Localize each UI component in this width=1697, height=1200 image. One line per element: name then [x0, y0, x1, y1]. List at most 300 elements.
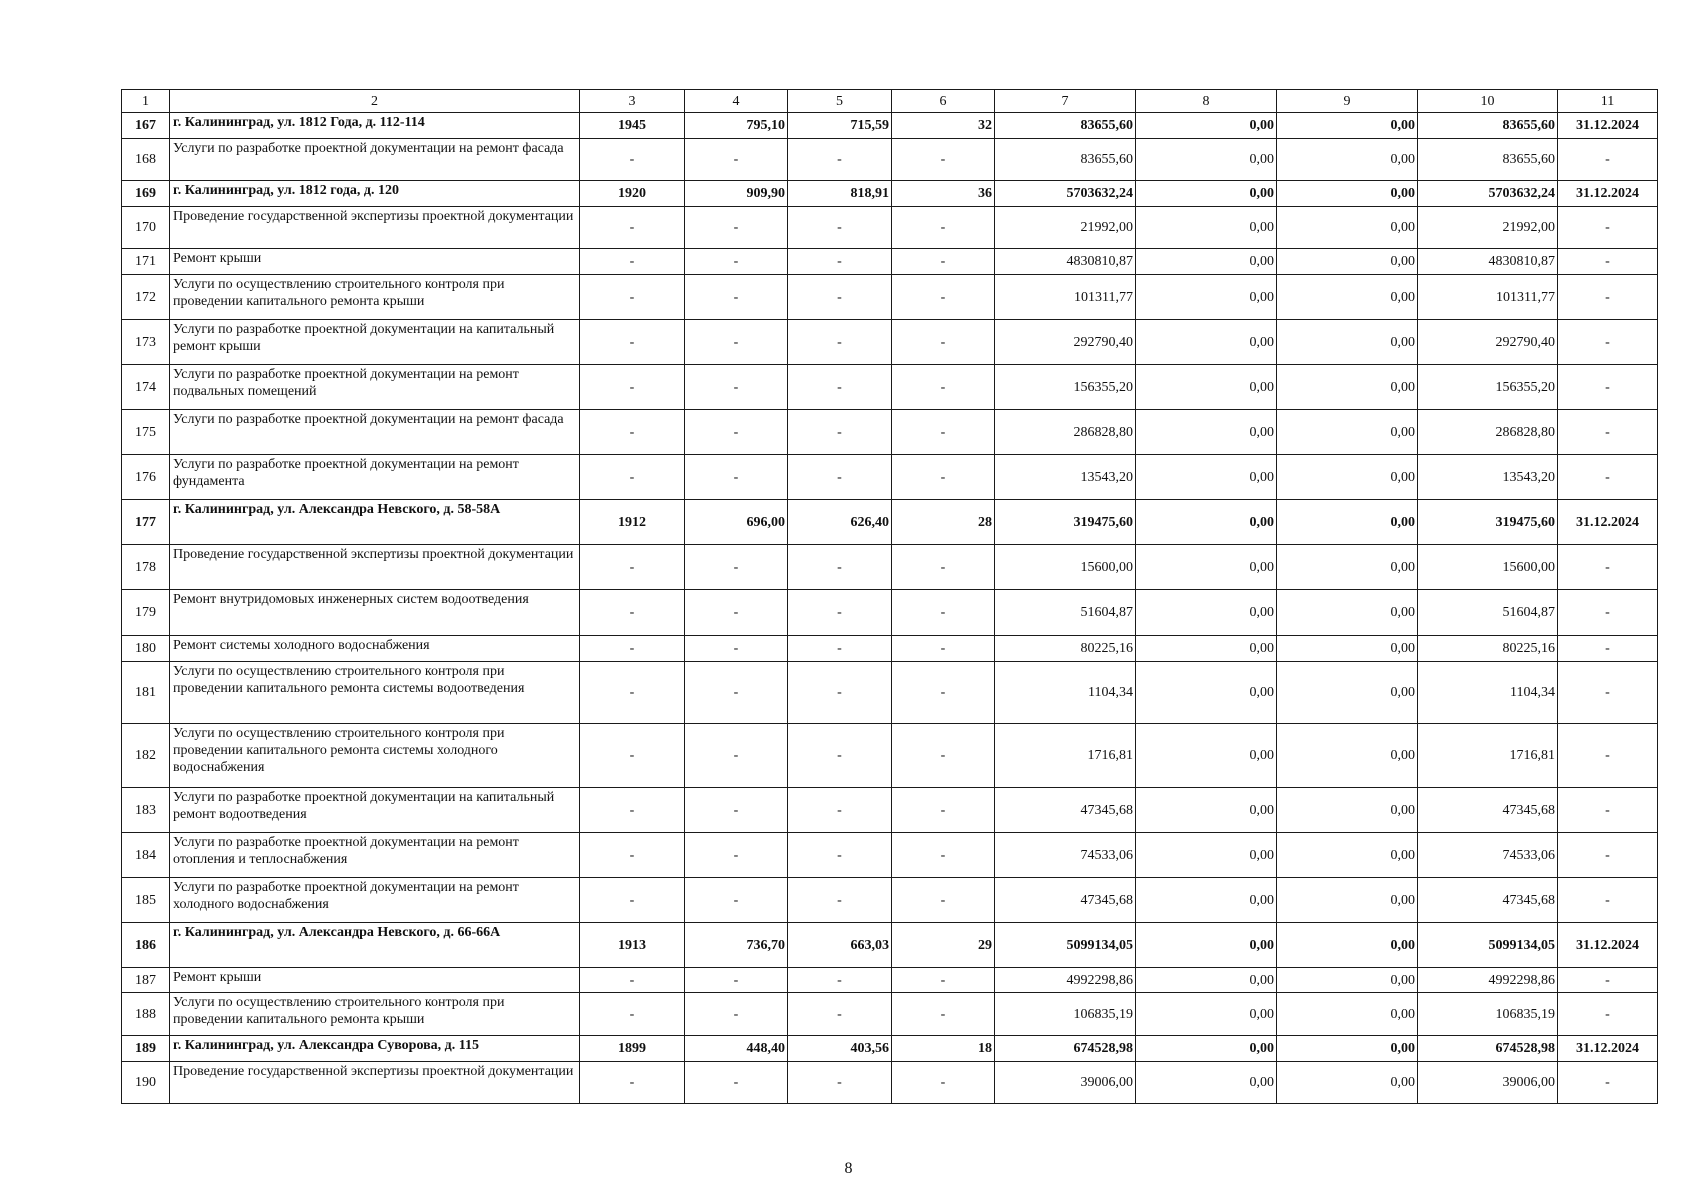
cell-col11: - — [1558, 207, 1658, 249]
cell-col10: 47345,68 — [1418, 878, 1558, 923]
work-row — [122, 636, 1658, 662]
cell-col5: - — [788, 207, 892, 249]
cell-col6: - — [892, 249, 995, 275]
cell-col8: 0,00 — [1136, 365, 1277, 410]
cell-col8: 0,00 — [1136, 923, 1277, 968]
cell-col6: - — [892, 788, 995, 833]
object-or-work-name: г. Калининград, ул. Александра Суворова, д. 115 — [170, 1036, 580, 1062]
cell-col9: 0,00 — [1277, 113, 1418, 139]
object-or-work-name: Услуги по разработке проектной документации на капитальный ремонт водоотведения — [170, 788, 580, 833]
cell-col3: - — [580, 320, 685, 365]
cell-col3: - — [580, 207, 685, 249]
cell-col5: - — [788, 788, 892, 833]
address-row — [122, 113, 1658, 139]
cell-col10: 5099134,05 — [1418, 923, 1558, 968]
row-number: 188 — [122, 993, 170, 1036]
cell-col7: 106835,19 — [995, 993, 1136, 1036]
cell-col10: 1104,34 — [1418, 662, 1558, 724]
column-number-7: 7 — [995, 90, 1136, 113]
cell-col6: - — [892, 993, 995, 1036]
object-or-work-name: Ремонт внутридомовых инженерных систем водоотведения — [170, 590, 580, 636]
cell-col9: 0,00 — [1277, 139, 1418, 181]
cell-col4: - — [685, 662, 788, 724]
cell-col11: 31.12.2024 — [1558, 1036, 1658, 1062]
column-number-2: 2 — [170, 90, 580, 113]
cell-col4: - — [685, 788, 788, 833]
row-number: 169 — [122, 181, 170, 207]
cell-col3: 1899 — [580, 1036, 685, 1062]
cell-col11: 31.12.2024 — [1558, 500, 1658, 545]
cell-col10: 47345,68 — [1418, 788, 1558, 833]
cell-col11: - — [1558, 878, 1658, 923]
cell-col8: 0,00 — [1136, 320, 1277, 365]
row-number: 178 — [122, 545, 170, 590]
work-row — [122, 1062, 1658, 1104]
work-row — [122, 662, 1658, 724]
cell-col6: 29 — [892, 923, 995, 968]
cell-col10: 51604,87 — [1418, 590, 1558, 636]
works-register-table — [121, 89, 1658, 1104]
object-or-work-name: Ремонт системы холодного водоснабжения — [170, 636, 580, 662]
cell-col8: 0,00 — [1136, 275, 1277, 320]
cell-col9: 0,00 — [1277, 249, 1418, 275]
cell-col8: 0,00 — [1136, 500, 1277, 545]
cell-col9: 0,00 — [1277, 636, 1418, 662]
cell-col5: - — [788, 455, 892, 500]
cell-col8: 0,00 — [1136, 636, 1277, 662]
cell-col4: - — [685, 545, 788, 590]
cell-col6: 18 — [892, 1036, 995, 1062]
row-number: 175 — [122, 410, 170, 455]
cell-col9: 0,00 — [1277, 545, 1418, 590]
cell-col10: 674528,98 — [1418, 1036, 1558, 1062]
column-number-header-row — [122, 90, 1658, 113]
cell-col5: - — [788, 1062, 892, 1104]
cell-col7: 286828,80 — [995, 410, 1136, 455]
cell-col3: - — [580, 788, 685, 833]
object-or-work-name: г. Калининград, ул. Александра Невского, д. 66-66А — [170, 923, 580, 968]
object-or-work-name: Услуги по разработке проектной документации на ремонт подвальных помещений — [170, 365, 580, 410]
cell-col4: - — [685, 878, 788, 923]
cell-col8: 0,00 — [1136, 410, 1277, 455]
cell-col5: - — [788, 275, 892, 320]
work-row — [122, 320, 1658, 365]
cell-col11: - — [1558, 455, 1658, 500]
cell-col11: - — [1558, 139, 1658, 181]
cell-col3: 1913 — [580, 923, 685, 968]
row-number: 172 — [122, 275, 170, 320]
cell-col6: - — [892, 724, 995, 788]
cell-col7: 39006,00 — [995, 1062, 1136, 1104]
cell-col11: - — [1558, 545, 1658, 590]
cell-col11: - — [1558, 993, 1658, 1036]
object-or-work-name: Ремонт крыши — [170, 968, 580, 993]
cell-col8: 0,00 — [1136, 993, 1277, 1036]
cell-col6: - — [892, 878, 995, 923]
cell-col4: 448,40 — [685, 1036, 788, 1062]
cell-col8: 0,00 — [1136, 181, 1277, 207]
cell-col10: 292790,40 — [1418, 320, 1558, 365]
cell-col5: - — [788, 320, 892, 365]
cell-col6: - — [892, 320, 995, 365]
cell-col11: - — [1558, 724, 1658, 788]
cell-col7: 80225,16 — [995, 636, 1136, 662]
cell-col3: - — [580, 275, 685, 320]
object-or-work-name: Услуги по осуществлению строительного контроля при проведении капитального ремонта крыши — [170, 993, 580, 1036]
cell-col7: 51604,87 — [995, 590, 1136, 636]
cell-col11: - — [1558, 365, 1658, 410]
work-row — [122, 833, 1658, 878]
cell-col7: 83655,60 — [995, 113, 1136, 139]
cell-col5: - — [788, 249, 892, 275]
cell-col10: 74533,06 — [1418, 833, 1558, 878]
cell-col8: 0,00 — [1136, 1062, 1277, 1104]
cell-col5: - — [788, 662, 892, 724]
cell-col5: - — [788, 410, 892, 455]
cell-col6: - — [892, 545, 995, 590]
cell-col6: - — [892, 662, 995, 724]
cell-col4: - — [685, 724, 788, 788]
cell-col4: 696,00 — [685, 500, 788, 545]
cell-col6: 28 — [892, 500, 995, 545]
cell-col11: - — [1558, 275, 1658, 320]
cell-col3: - — [580, 249, 685, 275]
cell-col4: - — [685, 320, 788, 365]
cell-col8: 0,00 — [1136, 113, 1277, 139]
cell-col7: 5703632,24 — [995, 181, 1136, 207]
cell-col5: - — [788, 833, 892, 878]
cell-col7: 83655,60 — [995, 139, 1136, 181]
cell-col11: 31.12.2024 — [1558, 113, 1658, 139]
cell-col4: - — [685, 455, 788, 500]
cell-col9: 0,00 — [1277, 878, 1418, 923]
cell-col3: - — [580, 139, 685, 181]
cell-col5: - — [788, 724, 892, 788]
row-number: 171 — [122, 249, 170, 275]
cell-col6: - — [892, 207, 995, 249]
cell-col6: - — [892, 636, 995, 662]
cell-col10: 39006,00 — [1418, 1062, 1558, 1104]
column-number-8: 8 — [1136, 90, 1277, 113]
cell-col4: - — [685, 365, 788, 410]
cell-col5: - — [788, 590, 892, 636]
cell-col10: 80225,16 — [1418, 636, 1558, 662]
cell-col4: - — [685, 636, 788, 662]
cell-col11: - — [1558, 1062, 1658, 1104]
cell-col5: - — [788, 545, 892, 590]
cell-col8: 0,00 — [1136, 207, 1277, 249]
object-or-work-name: Услуги по разработке проектной документации на ремонт холодного водоснабжения — [170, 878, 580, 923]
cell-col5: - — [788, 139, 892, 181]
column-number-9: 9 — [1277, 90, 1418, 113]
cell-col11: - — [1558, 968, 1658, 993]
column-number-4: 4 — [685, 90, 788, 113]
cell-col9: 0,00 — [1277, 181, 1418, 207]
cell-col5: - — [788, 636, 892, 662]
cell-col7: 47345,68 — [995, 878, 1136, 923]
object-or-work-name: Услуги по осуществлению строительного контроля при проведении капитального ремонта системы холодного водоснабжения — [170, 724, 580, 788]
cell-col9: 0,00 — [1277, 724, 1418, 788]
address-row — [122, 181, 1658, 207]
cell-col3: - — [580, 1062, 685, 1104]
cell-col10: 319475,60 — [1418, 500, 1558, 545]
work-row — [122, 968, 1658, 993]
cell-col9: 0,00 — [1277, 365, 1418, 410]
cell-col7: 47345,68 — [995, 788, 1136, 833]
cell-col3: - — [580, 410, 685, 455]
object-or-work-name: г. Калининград, ул. 1812 Года, д. 112-114 — [170, 113, 580, 139]
work-row — [122, 878, 1658, 923]
cell-col5: 818,91 — [788, 181, 892, 207]
cell-col6: - — [892, 139, 995, 181]
cell-col9: 0,00 — [1277, 1036, 1418, 1062]
cell-col9: 0,00 — [1277, 320, 1418, 365]
cell-col6: 36 — [892, 181, 995, 207]
address-row — [122, 500, 1658, 545]
cell-col4: - — [685, 207, 788, 249]
column-number-3: 3 — [580, 90, 685, 113]
cell-col11: - — [1558, 788, 1658, 833]
object-or-work-name: Услуги по осуществлению строительного контроля при проведении капитального ремонта системы водоотведения — [170, 662, 580, 724]
cell-col9: 0,00 — [1277, 207, 1418, 249]
object-or-work-name: Ремонт крыши — [170, 249, 580, 275]
cell-col7: 319475,60 — [995, 500, 1136, 545]
work-row — [122, 410, 1658, 455]
cell-col10: 4992298,86 — [1418, 968, 1558, 993]
column-number-11: 11 — [1558, 90, 1658, 113]
cell-col7: 4992298,86 — [995, 968, 1136, 993]
row-number: 182 — [122, 724, 170, 788]
cell-col6: - — [892, 590, 995, 636]
work-row — [122, 249, 1658, 275]
cell-col9: 0,00 — [1277, 1062, 1418, 1104]
cell-col3: - — [580, 662, 685, 724]
cell-col8: 0,00 — [1136, 545, 1277, 590]
cell-col6: - — [892, 365, 995, 410]
cell-col5: - — [788, 365, 892, 410]
cell-col11: 31.12.2024 — [1558, 923, 1658, 968]
row-number: 189 — [122, 1036, 170, 1062]
cell-col10: 106835,19 — [1418, 993, 1558, 1036]
cell-col5: - — [788, 968, 892, 993]
cell-col10: 83655,60 — [1418, 139, 1558, 181]
work-row — [122, 590, 1658, 636]
work-row — [122, 788, 1658, 833]
work-row — [122, 724, 1658, 788]
cell-col7: 5099134,05 — [995, 923, 1136, 968]
cell-col8: 0,00 — [1136, 139, 1277, 181]
column-number-5: 5 — [788, 90, 892, 113]
cell-col11: - — [1558, 636, 1658, 662]
cell-col6: - — [892, 275, 995, 320]
object-or-work-name: г. Калининград, ул. 1812 года, д. 120 — [170, 181, 580, 207]
object-or-work-name: Услуги по осуществлению строительного контроля при проведении капитального ремонта крыши — [170, 275, 580, 320]
cell-col11: - — [1558, 410, 1658, 455]
cell-col8: 0,00 — [1136, 968, 1277, 993]
row-number: 190 — [122, 1062, 170, 1104]
cell-col6: - — [892, 968, 995, 993]
cell-col3: - — [580, 590, 685, 636]
column-number-10: 10 — [1418, 90, 1558, 113]
cell-col3: 1945 — [580, 113, 685, 139]
cell-col4: - — [685, 590, 788, 636]
cell-col5: 663,03 — [788, 923, 892, 968]
cell-col9: 0,00 — [1277, 455, 1418, 500]
cell-col8: 0,00 — [1136, 662, 1277, 724]
cell-col11: - — [1558, 249, 1658, 275]
cell-col6: 32 — [892, 113, 995, 139]
cell-col10: 156355,20 — [1418, 365, 1558, 410]
cell-col7: 1104,34 — [995, 662, 1136, 724]
work-row — [122, 275, 1658, 320]
cell-col9: 0,00 — [1277, 662, 1418, 724]
cell-col5: - — [788, 993, 892, 1036]
cell-col10: 286828,80 — [1418, 410, 1558, 455]
cell-col6: - — [892, 1062, 995, 1104]
cell-col9: 0,00 — [1277, 788, 1418, 833]
object-or-work-name: Услуги по разработке проектной документации на капитальный ремонт крыши — [170, 320, 580, 365]
row-number: 170 — [122, 207, 170, 249]
cell-col5: 403,56 — [788, 1036, 892, 1062]
object-or-work-name: г. Калининград, ул. Александра Невского, д. 58-58А — [170, 500, 580, 545]
address-row — [122, 923, 1658, 968]
cell-col5: 715,59 — [788, 113, 892, 139]
cell-col4: - — [685, 139, 788, 181]
cell-col9: 0,00 — [1277, 923, 1418, 968]
cell-col10: 15600,00 — [1418, 545, 1558, 590]
cell-col6: - — [892, 410, 995, 455]
cell-col9: 0,00 — [1277, 833, 1418, 878]
cell-col7: 74533,06 — [995, 833, 1136, 878]
object-or-work-name: Проведение государственной экспертизы проектной документации — [170, 1062, 580, 1104]
cell-col8: 0,00 — [1136, 249, 1277, 275]
cell-col4: - — [685, 249, 788, 275]
cell-col7: 292790,40 — [995, 320, 1136, 365]
cell-col9: 0,00 — [1277, 500, 1418, 545]
object-or-work-name: Проведение государственной экспертизы проектной документации — [170, 545, 580, 590]
cell-col3: - — [580, 878, 685, 923]
cell-col7: 1716,81 — [995, 724, 1136, 788]
cell-col4: - — [685, 1062, 788, 1104]
cell-col5: 626,40 — [788, 500, 892, 545]
cell-col9: 0,00 — [1277, 275, 1418, 320]
cell-col8: 0,00 — [1136, 878, 1277, 923]
cell-col9: 0,00 — [1277, 968, 1418, 993]
cell-col6: - — [892, 455, 995, 500]
cell-col4: - — [685, 833, 788, 878]
cell-col11: - — [1558, 833, 1658, 878]
cell-col10: 4830810,87 — [1418, 249, 1558, 275]
cell-col4: 736,70 — [685, 923, 788, 968]
page-number: 8 — [844, 1160, 853, 1177]
cell-col4: 909,90 — [685, 181, 788, 207]
row-number: 185 — [122, 878, 170, 923]
object-or-work-name: Услуги по разработке проектной документации на ремонт отопления и теплоснабжения — [170, 833, 580, 878]
cell-col3: - — [580, 455, 685, 500]
cell-col10: 13543,20 — [1418, 455, 1558, 500]
row-number: 174 — [122, 365, 170, 410]
cell-col3: 1920 — [580, 181, 685, 207]
cell-col9: 0,00 — [1277, 590, 1418, 636]
cell-col11: - — [1558, 590, 1658, 636]
cell-col8: 0,00 — [1136, 788, 1277, 833]
cell-col5: - — [788, 878, 892, 923]
cell-col4: - — [685, 968, 788, 993]
cell-col4: - — [685, 275, 788, 320]
column-number-1: 1 — [122, 90, 170, 113]
cell-col8: 0,00 — [1136, 455, 1277, 500]
work-row — [122, 545, 1658, 590]
object-or-work-name: Проведение государственной экспертизы проектной документации — [170, 207, 580, 249]
work-row — [122, 455, 1658, 500]
row-number: 184 — [122, 833, 170, 878]
cell-col9: 0,00 — [1277, 410, 1418, 455]
cell-col3: - — [580, 365, 685, 410]
row-number: 168 — [122, 139, 170, 181]
cell-col10: 5703632,24 — [1418, 181, 1558, 207]
cell-col11: 31.12.2024 — [1558, 181, 1658, 207]
cell-col9: 0,00 — [1277, 993, 1418, 1036]
cell-col7: 13543,20 — [995, 455, 1136, 500]
work-row — [122, 139, 1658, 181]
cell-col7: 15600,00 — [995, 545, 1136, 590]
work-row — [122, 365, 1658, 410]
cell-col10: 101311,77 — [1418, 275, 1558, 320]
cell-col10: 21992,00 — [1418, 207, 1558, 249]
cell-col4: 795,10 — [685, 113, 788, 139]
cell-col8: 0,00 — [1136, 1036, 1277, 1062]
row-number: 186 — [122, 923, 170, 968]
row-number: 180 — [122, 636, 170, 662]
address-row — [122, 1036, 1658, 1062]
cell-col10: 1716,81 — [1418, 724, 1558, 788]
cell-col7: 101311,77 — [995, 275, 1136, 320]
cell-col7: 21992,00 — [995, 207, 1136, 249]
row-number: 187 — [122, 968, 170, 993]
column-number-6: 6 — [892, 90, 995, 113]
row-number: 173 — [122, 320, 170, 365]
cell-col3: - — [580, 993, 685, 1036]
cell-col4: - — [685, 993, 788, 1036]
object-or-work-name: Услуги по разработке проектной документации на ремонт фасада — [170, 410, 580, 455]
work-row — [122, 207, 1658, 249]
cell-col8: 0,00 — [1136, 833, 1277, 878]
cell-col7: 156355,20 — [995, 365, 1136, 410]
row-number: 177 — [122, 500, 170, 545]
work-row — [122, 993, 1658, 1036]
object-or-work-name: Услуги по разработке проектной документации на ремонт фасада — [170, 139, 580, 181]
cell-col6: - — [892, 833, 995, 878]
cell-col11: - — [1558, 320, 1658, 365]
cell-col8: 0,00 — [1136, 724, 1277, 788]
cell-col7: 674528,98 — [995, 1036, 1136, 1062]
cell-col11: - — [1558, 662, 1658, 724]
cell-col10: 83655,60 — [1418, 113, 1558, 139]
row-number: 183 — [122, 788, 170, 833]
row-number: 181 — [122, 662, 170, 724]
object-or-work-name: Услуги по разработке проектной документации на ремонт фундамента — [170, 455, 580, 500]
cell-col3: - — [580, 833, 685, 878]
cell-col8: 0,00 — [1136, 590, 1277, 636]
cell-col3: - — [580, 724, 685, 788]
cell-col4: - — [685, 410, 788, 455]
cell-col3: - — [580, 968, 685, 993]
cell-col3: - — [580, 636, 685, 662]
cell-col3: 1912 — [580, 500, 685, 545]
row-number: 176 — [122, 455, 170, 500]
cell-col7: 4830810,87 — [995, 249, 1136, 275]
row-number: 167 — [122, 113, 170, 139]
